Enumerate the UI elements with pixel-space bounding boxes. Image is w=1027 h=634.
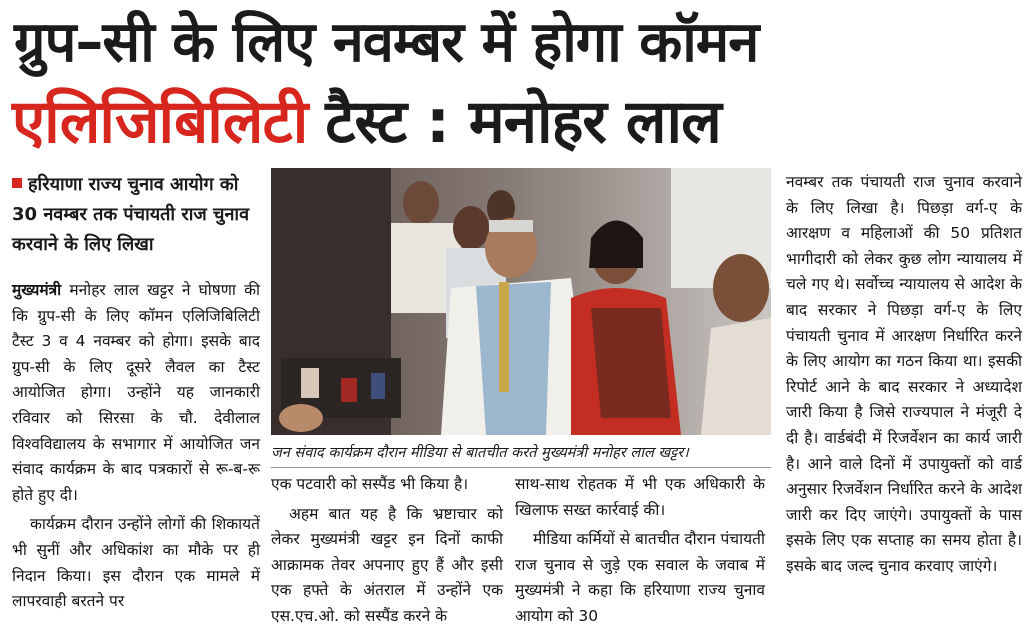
- paragraph: कार्यक्रम दौरान उन्होंने लोगों की शिकायतें भी सुनीं और अधिकांश का मौके पर ही निदान किया। इस दौरान एक मामले में लापरवाही बरतने पर: [12, 515, 260, 611]
- paragraph: [12, 278, 260, 508]
- subheading: [12, 170, 260, 260]
- paragraph: साथ-साथ रोहतक में भी एक अधिकारी के खिलाफ सख्त कार्रवाई की।: [515, 475, 765, 519]
- article-column-1: [12, 278, 260, 619]
- paragraph: मीडिया कर्मियों से बातचीत दौरान पंचायती राज चुनाव से जुड़े एक सवाल के जवाब में मुख्यमंत्री ने कहा कि हरियाणा राज्य चुनाव आयोग को 30: [515, 530, 765, 625]
- headline-line-1: [0, 8, 1027, 78]
- paragraph: अहम बात यह है कि भ्रष्टाचार को लेकर मुख्यमंत्री खट्टर इन दिनों काफी आक्रामक तेवर अपनाए हुए हैं और इसी एक हफ्ते के अंतराल में उन्होंने एक एस.एच.ओ. को सस्पैंड करने के: [271, 504, 503, 625]
- headline-line-2: [0, 86, 1027, 158]
- bullet-square-icon: [12, 178, 22, 188]
- lead-word: मुख्यमंत्री: [12, 281, 62, 299]
- article-column-2: [271, 472, 503, 634]
- headline-line-1-text: ग्रुप–सी के लिए नवम्बर में होगा कॉमन: [14, 10, 759, 75]
- paragraph-text: मनोहर लाल खट्टर ने घोषणा की कि ग्रुप-सी के लिए कॉमन एलिजिबिलिटी टैस्ट 3 व 4 नवम्बर को होगा। इसके बाद ग्रुप-सी के लिए दूसरे लैवल का टैस्ट आयोजित होगा। उन्होंने यह जानकारी रविवार को सिरसा के चौ. देवीलाल विश्वविद्यालय के सभागार में आयोजित जन संवाद कार्यक्रम के बाद पत्रकारों से रू-ब-रू होते हुए दी।: [12, 281, 260, 504]
- headline-red-word: एलिजिबिलिटी: [12, 87, 308, 157]
- paragraph: नवम्बर तक पंचायती राज चुनाव करवाने के लिए लिखा है। पिछड़ा वर्ग-ए के आरक्षण व महिलाओं की 50 प्रतिशत भागीदारी को लेकर कुछ लोग न्यायालय में चले गए थे। सर्वोच्च न्यायालय से आदेश के बाद सरकार ने पिछड़ा वर्ग-ए के लिए पंचायती चुनाव में आरक्षण निर्धारित करने के लिए आयोग का गठन किया था। इसकी रिपोर्ट आने के बाद सरकार ने अध्यादेश जारी किया है जिसे राज्यपाल ने मंजूरी दे दी है। वार्डबंदी में रिजर्वेशन का कार्य जारी है। आने वाले दिनों में उपायुक्तों को वार्ड अनुसार रिजर्वेशन निर्धारित करने के आदेश जारी कर दिए जाएंगे। उपायुक्तों के पास इसके लिए एक सप्ताह का समय होता है। इसके बाद जल्द चुनाव करवाए जाएंगे।: [786, 173, 1022, 575]
- headline-line-2-rest: टैस्ट : मनोहर लाल: [325, 87, 721, 157]
- paragraph: एक पटवारी को सस्पैंड भी किया है।: [271, 475, 469, 493]
- news-photo: [271, 168, 771, 435]
- subheading-text: हरियाणा राज्य चुनाव आयोग को 30 नवम्बर तक पंचायती राज चुनाव करवाने के लिए लिखा: [12, 174, 250, 255]
- article-column-3: [515, 472, 765, 634]
- press-conference-photo: [271, 168, 771, 435]
- article-column-4: [786, 170, 1022, 584]
- photo-caption: जन संवाद कार्यक्रम दौरान मीडिया से बातचीत करते मुख्यमंत्री मनोहर लाल खट्टर।: [271, 441, 771, 468]
